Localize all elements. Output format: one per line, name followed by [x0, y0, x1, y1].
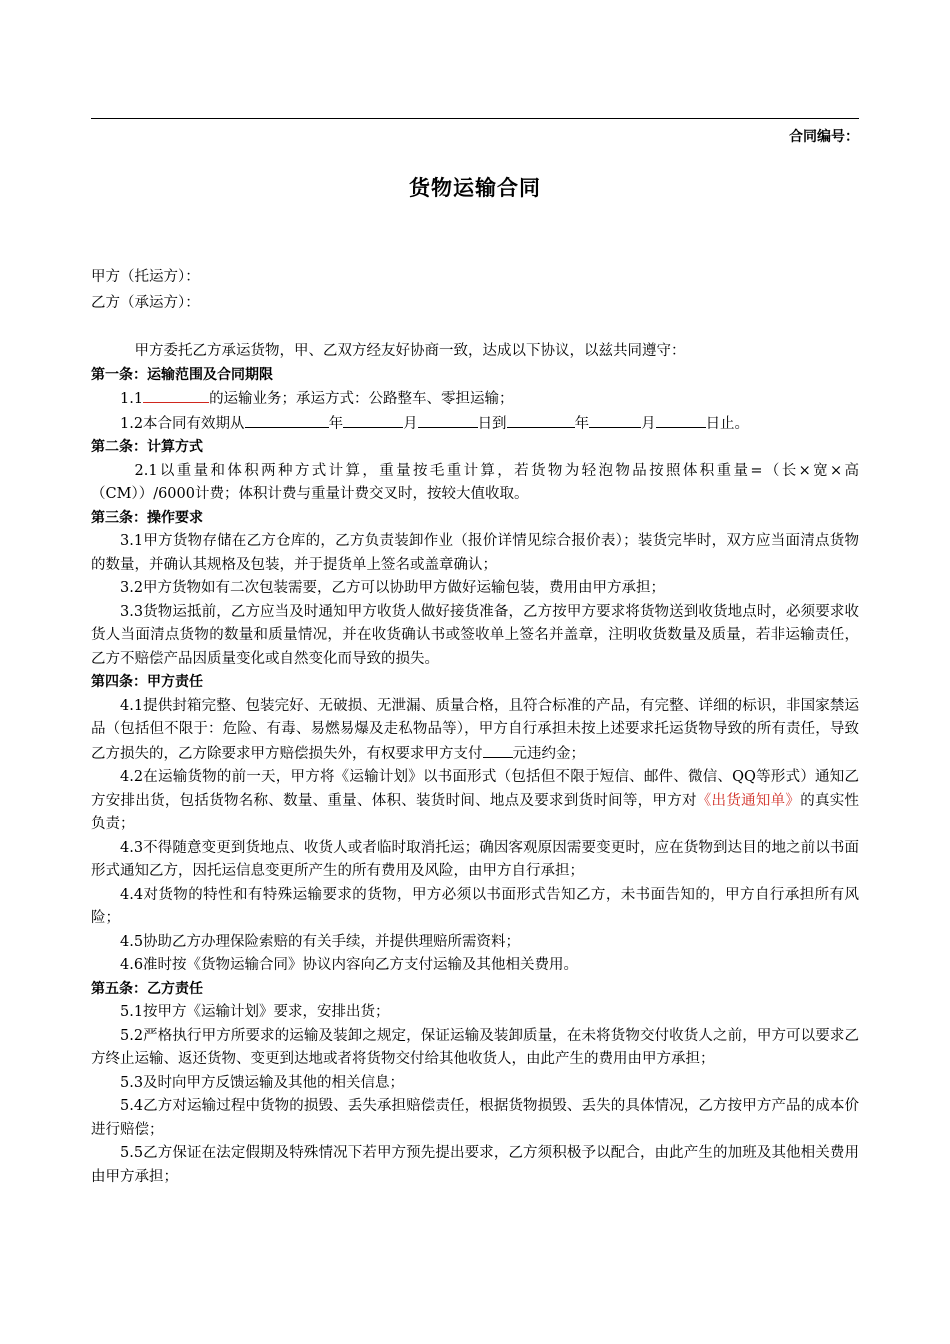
clause-4-5: 4.5协助乙方办理保险索赔的有关手续，并提供理赔所需资料； [120, 933, 521, 950]
clause-1-2 [91, 412, 859, 437]
end-day-blank[interactable] [656, 412, 706, 428]
end-month-blank[interactable] [589, 412, 641, 428]
section-3-heading: 第三条：操作要求 [91, 509, 203, 526]
clause-2-1: 2.1以重量和体积两种方式计算，重量按毛重计算，若货物为轻泡物品按照体积重量=（长×宽×高（CM））/6000计费；体积计费与重量计费交叉时，按较大值收取。 [91, 462, 859, 502]
clause-4-2 [91, 766, 859, 837]
start-day-label: 日到 [477, 415, 507, 432]
section-1-heading: 第一条：运输范围及合同期限 [91, 366, 273, 383]
clause-3-2: 3.2甲方货物如有二次包装需要，乙方可以协助甲方做好运输包装，费用由甲方承担； [120, 580, 666, 596]
clause-1-1-prefix: 1.1 [120, 391, 144, 407]
contract-number-label: 合同编号： [789, 129, 859, 145]
clause-1-1 [91, 387, 859, 412]
clause-5-4: 5.4乙方对运输过程中货物的损毁、丢失承担赔偿责任，根据货物损毁、丢失的具体情况，乙方按甲方产品的成本价进行赔偿； [91, 1098, 859, 1138]
document-title: 货物运输合同 [409, 176, 541, 200]
clause-4-1 [91, 695, 859, 767]
start-month-label: 月 [403, 415, 418, 432]
penalty-amount-blank[interactable] [483, 742, 513, 758]
shipping-notice-reference: 《出货通知单》 [696, 792, 801, 809]
clause-3-3: 3.3货物运抵前，乙方应当及时通知甲方收货人做好接货准备，乙方按甲方要求将货物送到收货地点时，必须要求收货人当面清点货物的数量和质量情况，并在收货确认书或签收单上签名并盖章，注明收货数量及质量，若非运输责任，乙方不赔偿产品因质量变化或自然变化而导致的损失。 [91, 603, 859, 667]
start-year-blank[interactable] [245, 412, 329, 428]
clause-4-6: 4.6准时按《货物运输合同》协议内容向乙方支付运输及其他相关费用。 [120, 957, 579, 973]
end-month-label: 月 [641, 415, 656, 432]
clause-5-1: 5.1按甲方《运输计划》要求，安排出货； [120, 1004, 390, 1020]
section-5-heading: 第五条：乙方责任 [91, 980, 203, 997]
end-year-label: 年 [574, 415, 590, 432]
intro-paragraph: 甲方委托乙方承运货物，甲、乙双方经友好协商一致，达成以下协议，以兹共同遵守： [134, 343, 686, 359]
end-year-blank[interactable] [507, 412, 575, 428]
clause-4-4: 4.4对货物的特性和有特殊运输要求的货物，甲方必须以书面形式告知乙方，未书面告知的，甲方自行承担所有风险； [91, 886, 859, 926]
section-4-heading: 第四条：甲方责任 [91, 674, 203, 690]
clause-1-2-prefix: 1.2本合同有效期从 [120, 415, 245, 432]
section-2-heading: 第二条：计算方式 [91, 439, 203, 455]
party-b-line: 乙方（承运方）： [91, 295, 200, 311]
contract-body [91, 340, 859, 1189]
clause-4-2-text: 4.2在运输货物的前一天，甲方将《运输计划》以书面形式（包括但不限于短信、邮件、微信、QQ等形式）通知乙方安排出货，包括货物名称、数量、重量、体积、装货时间、地点及要求到货时间等，甲方对 [91, 769, 859, 809]
clause-4-1-text: 4.1提供封箱完整、包装完好、无破损、无泄漏、质量合格，且符合标准的产品，有完整、详细的标识，非国家禁运品（包括但不限于：危险、有毒、易燃易爆及走私物品等），甲方自行承担未按上述要求托运货物导致的所有责任，导致乙方损失的，乙方除要求甲方赔偿损失外，有权要求甲方支付 [91, 697, 859, 762]
clause-4-3: 4.3不得随意变更到货地点、收货人或者临时取消托运；确因客观原因需要变更时，应在货物到达目的地之前以书面形式通知乙方，因托运信息变更所产生的所有费用及风险，由甲方自行承担； [91, 839, 859, 879]
start-year-label: 年 [328, 415, 344, 432]
party-a-line: 甲方（托运方）： [91, 269, 200, 285]
clause-5-3: 5.3及时向甲方反馈运输及其他的相关信息； [120, 1074, 405, 1091]
start-day-blank[interactable] [418, 412, 478, 428]
clause-4-2-suffix: 的真实性负责； [91, 792, 860, 832]
end-day-label: 日止。 [705, 415, 750, 432]
clause-5-5: 5.5乙方保证在法定假期及特殊情况下若甲方预先提出要求，乙方须积极予以配合，由此产生的加班及其他相关费用由甲方承担； [91, 1145, 859, 1185]
clause-1-1-text: 的运输业务；承运方式：公路整车、零担运输； [209, 391, 514, 407]
clause-3-1: 3.1甲方货物存储在乙方仓库的，乙方负责装卸作业（报价详情见综合报价表）；装货完毕时，双方应当面清点货物的数量，并确认其规格及包装，并于提货单上签名或盖章确认； [91, 533, 859, 573]
header-rule [91, 118, 859, 119]
clause-4-1-suffix: 元违约金； [512, 745, 585, 762]
business-scope-blank[interactable] [143, 387, 209, 403]
start-month-blank[interactable] [343, 412, 403, 428]
clause-5-2: 5.2严格执行甲方所要求的运输及装卸之规定，保证运输及装卸质量，在未将货物交付收货人之前，甲方可以要求乙方终止运输、返还货物、变更到达地或者将货物交付给其他收货人，由此产生的费用由甲方承担； [91, 1027, 859, 1067]
